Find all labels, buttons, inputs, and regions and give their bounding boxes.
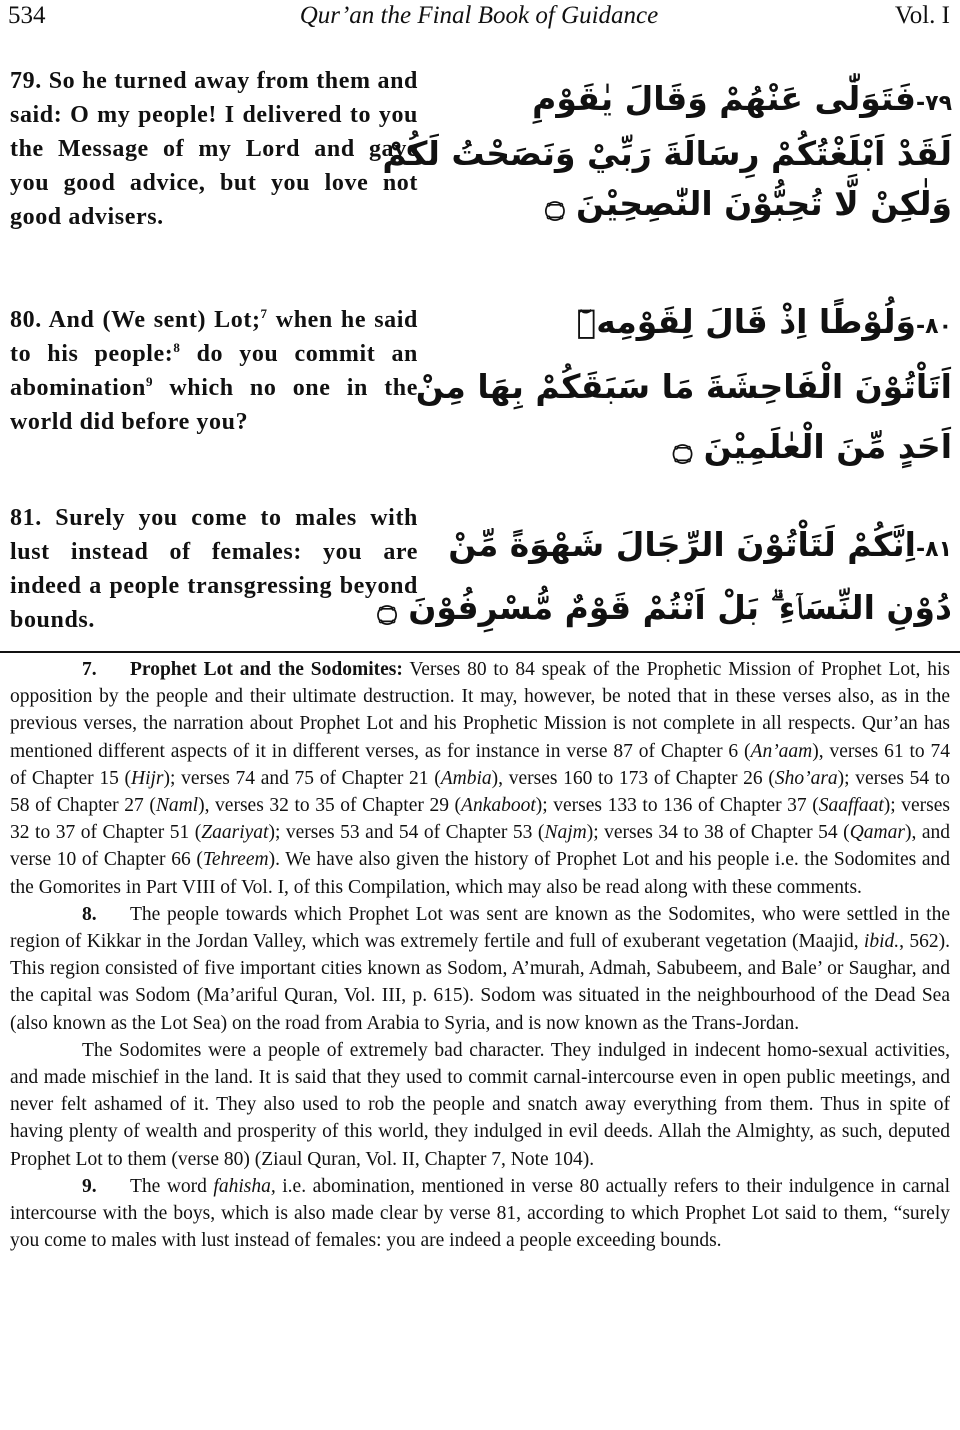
- verse-number-arabic: ٧٩-: [916, 91, 952, 116]
- arabic-line: ٧٩-فَتَوَلّٰى عَنْهُمْ وَقَالَ يٰقَوْمِ: [532, 79, 952, 118]
- note-number: 7.: [82, 659, 97, 680]
- note-7: 7. Prophet Lot and the Sodomites: Verses 80 to 84 speak of the Prophetic Mission of Prophet Lot, his opposition by the people and their ultimate destruction. It may, however, be noted that in these verses also, as in the previous verses, the narration about Prophet Lot and his Prophetic Mission is not complete in all respects. Qur’an has mentioned different aspects of it in different verses, as for instance in verse 87 of Chapter 6 (An’aam), verses 61 to 74 of Chapter 15 (Hijr); verses 74 and 75 of Chapter 21 (Ambia), verses 160 to 173 of Chapter 26 (Sho’ara); verses 54 to 58 of Chapter 27 (Naml), verses 32 to 35 of Chapter 29 (Ankaboot); verses 133 to 136 of Chapter 37 (Saaffaat); verses 32 to 37 of Chapter 51 (Zaariyat); verses 53 and 54 of Chapter 53 (Najm); verses 34 to 38 of Chapter 54 (Qamar), and verse 10 of Chapter 66 (Tehreem). We have also given the history of Prophet Lot and his people i.e. the Sodomites and the Gomorites in Part VIII of Vol. I, of this Compilation, which may also be read along with these comments.: [10, 656, 950, 901]
- arabic-line: اَتَاْتُوْنَ الْفَاحِشَةَ مَا سَبَقَكُمْ بِهَا مِنْ: [415, 367, 952, 406]
- arabic-line: ٨١-اِنَّكُمْ لَتَاْتُوْنَ الرِّجَالَ شَهْوَةً مِّنْ: [448, 525, 952, 564]
- footnote-ref-8[interactable]: 8: [173, 340, 181, 355]
- volume-label: Vol. I: [894, 2, 950, 29]
- footnote-ref-9[interactable]: 9: [145, 374, 154, 389]
- verse-79-translation: 79. So he turned away from them and said: O my people! I delivered to you the Message of my Lord and gave you good advice, but you love not good advisers.: [10, 68, 418, 230]
- verse-number-arabic: ٨٠-: [916, 314, 952, 339]
- arabic-line: اَحَدٍ مِّنَ الْعٰلَمِيْنَ ۝: [672, 427, 952, 466]
- page-header: [8, 2, 950, 34]
- note-heading: Prophet Lot and the Sodomites:: [130, 659, 403, 680]
- note-number: 9.: [82, 1175, 97, 1197]
- note-8-continued: The Sodomites were a people of extremely bad character. They indulged in indecent homo-sexual activities, and made mischief in the land. It is said that they used to commit carnal-intercourse even in open public meetings, and never felt ashamed of it. They also used to rob the people and snatch away everything from them. Thus in spite of having plenty of wealth and prosperity of this world, they indulged in evil deeds. Allah the Almighty, as such, deputed Prophet Lot to them (verse 80) (Ziaul Quran, Vol. II, Chapter 7, Note 104).: [10, 1039, 950, 1170]
- note-number: 8.: [82, 903, 97, 925]
- running-title: Qur’an the Final Book of Guidance: [299, 2, 659, 29]
- verse-80-translation: 80. And (We sent) Lot;$^7$ when he said to his people:$^8$ do you commit an abomination$^9$ which no one in the world did before you?: [10, 306, 418, 435]
- note-8: 8. The people towards which Prophet Lot was sent are known as the Sodomites, who were settled in the region of Kikkar in the Jordan Valley, which was extremely fertile and full of exuberant vegetation (Maajid, ibid., 562). This region consisted of five important cities known as Sodom, A’murah, Admah, Sabubeem, and Bale’ or Saughar, and the capital was Sodom (Ma’ariful Quran, Vol. III, p. 615). Sodom was situated in the neighbourhood of the Dead Sea (also known as the Lot Sea) on the road from Arabia to Syria, and is now known as the Trans-Jordan.: [10, 901, 950, 1037]
- verse-79-arabic: [382, 74, 952, 229]
- verse-80-arabic: [415, 297, 952, 472]
- footnote-ref-7[interactable]: 7: [260, 306, 268, 321]
- verse-81-arabic: [377, 520, 952, 633]
- verse-81-translation: 81. Surely you come to males with lust instead of females: you are indeed a people transgressing beyond bounds.: [10, 505, 418, 633]
- arabic-line: وَلٰكِنْ لَّا تُحِبُّوْنَ النّٰصِحِيْنَ ۝: [545, 184, 952, 223]
- verse-number-arabic: ٨١-: [916, 537, 952, 562]
- commentary-notes: [10, 656, 950, 1254]
- arabic-line: لَقَدْ اَبْلَغْتُكُمْ رِسَالَةَ رَبِّيْ وَنَصَحْتُ لَكُمْ: [382, 134, 952, 173]
- page-number: 534: [8, 2, 46, 29]
- arabic-line: دُوْنِ النِّسَاۤءِ ۗ بَلْ اَنْتُمْ قَوْمٌ مُّسْرِفُوْنَ ۝: [377, 588, 952, 627]
- footnote-divider: [0, 651, 960, 653]
- arabic-line: ٨٠-وَلُوْطًا اِذْ قَالَ لِقَوْمِهٖٓ: [576, 302, 952, 341]
- note-9: 9. The word fahisha, i.e. abomination, mentioned in verse 80 actually refers to their indulgence in carnal intercourse with the boys, which is also made clear by verse 81, according to which Prophet Lot said to them, “surely you come to males with lust instead of females: you are indeed a people exceeding bounds.: [10, 1173, 950, 1255]
